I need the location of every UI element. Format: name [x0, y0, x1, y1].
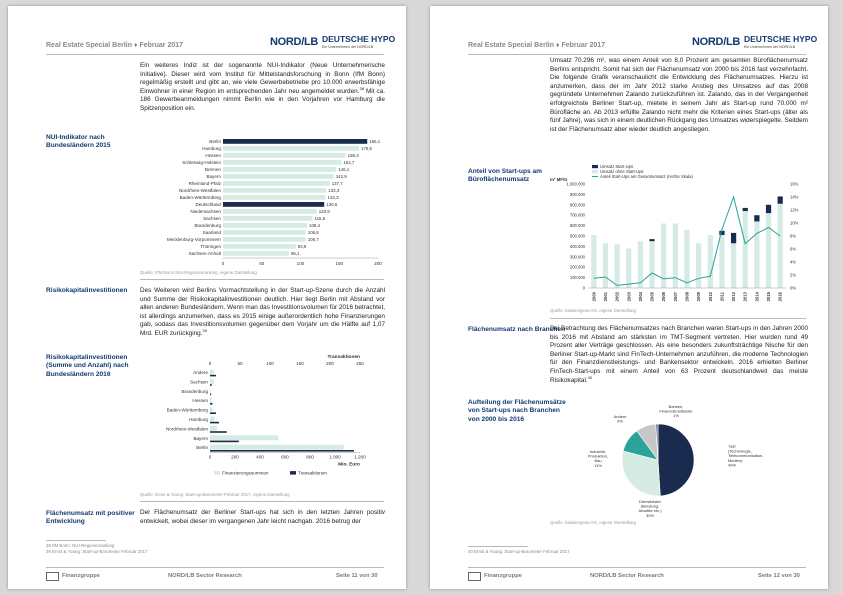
footnote-divider [468, 546, 528, 547]
risk-bar-sum [210, 426, 217, 431]
risk-paragraph: Des Weiteren wird Berlins Vormachtstellung in der Start-up-Szene durch die Anzahl und Summe der Risikokapitalinvestitionen deutlich. Hier liegt Berlin mit Abstand vor allen anderen Bundesländern. Wenn man das Investitionsvolumen für 2016 betrachtet, ist allerdings anzumerken, dass es 2015 einige außerordentlich hohe Finanzierungen gab, sodass das Investitionsvolumen gegenüber dem Vorjahr um die Hälfte auf 1,07 Mrd. EUR zurückging.$^{39}$ [140, 287, 386, 337]
nui-category-label: Bremen [204, 167, 221, 172]
pie-slice-label: 1% [673, 413, 679, 419]
nui-bar [223, 202, 324, 207]
risk-bar-sum [210, 435, 278, 440]
share-legend-swatch-startups [592, 165, 598, 168]
share-legend-label-share-line: Anteil Start-Ups am Gesamtumsatz (rechte Skala) [600, 174, 693, 179]
share-x-tick: 2000 [591, 292, 597, 302]
share-x-tick: 2015 [766, 292, 772, 302]
risk-legend-swatch-transactions [290, 471, 296, 475]
risk-bar-transactions [210, 431, 227, 433]
footer-divider [46, 567, 384, 568]
page-11 [8, 6, 406, 589]
risk-bar-transactions [210, 375, 216, 377]
share-bar-without-startups [649, 241, 654, 288]
risk-bar-transactions [210, 403, 212, 405]
nui-x-tick: 0 [221, 261, 225, 266]
nui-bar [223, 188, 326, 193]
risk-legend-label-sum: Finanzierungssummen [222, 470, 269, 476]
footer-center: NORD/LB Sector Research [168, 573, 242, 579]
nui-value-label: 106,8 [307, 230, 319, 235]
risk-x-tick: 1.000 [329, 454, 341, 460]
footer-divider [468, 567, 806, 568]
pie-slice-label: Produktion, [587, 453, 609, 459]
risk-bar-transactions [210, 422, 219, 424]
share-legend-label-startups: Umsatz Start-Ups [600, 164, 634, 169]
risk-category-label: Baden-Württemberg [166, 407, 208, 413]
nui-bar [223, 153, 346, 158]
share-y-tick: 300.000 [569, 254, 585, 260]
pie-slice [658, 424, 694, 496]
risk-bar-sum [210, 370, 214, 375]
share-y-tick: 500.000 [569, 233, 585, 239]
pie-slice-label: Finanzdienstleister [659, 408, 693, 414]
nui-bar-chart [138, 134, 390, 270]
share-x-tick: 2006 [661, 292, 667, 302]
nui-category-label: Thüringen [200, 244, 221, 249]
risk-bar-transactions [210, 450, 354, 452]
share-y2-tick: 2% [790, 272, 797, 278]
share-bar-without-startups [708, 235, 713, 288]
risk-bar-sum [210, 445, 344, 450]
risk-x-tick: 0 [208, 454, 212, 460]
nui-value-label: 115,5 [314, 216, 326, 221]
risk-x-tick: 600 [281, 454, 289, 460]
nui-category-label: Mecklenburg-Vorpommern [166, 237, 221, 242]
nui-category-label: Sachsen-Anhalt [188, 251, 221, 256]
nui-value-label: 106,7 [307, 237, 319, 242]
risk-x2-label: Transaktionen [327, 355, 360, 360]
pie-slice-label: Dienstleister [638, 499, 662, 504]
pie-slice-label: 9% [617, 418, 623, 424]
risk-category-label: Bayern [193, 435, 208, 441]
header-divider [46, 54, 384, 55]
share-x-tick: 2012 [731, 292, 737, 302]
risk-x-tick: 800 [306, 454, 314, 460]
header-divider [468, 54, 806, 55]
risk-category-label: Sachsen [190, 379, 208, 385]
pie-slice-label: (Technologie, [728, 448, 752, 454]
nui-bar [223, 181, 330, 186]
running-header: Real Estate Special Berlin ♦ Februar 2017 [468, 42, 606, 49]
nui-value-label: 132,3 [327, 195, 339, 200]
nui-value-label: 152,7 [343, 160, 355, 165]
logo-subtitle: Ein Unternehmen der NORD/LB [744, 45, 796, 49]
share-y2-tick: 14% [790, 194, 799, 200]
footer-page-number: Seite 12 von 30 [758, 573, 800, 579]
pie-slice-label: Bau [594, 458, 602, 464]
top-paragraph: Umsatz 70.296 m², was einem Anteil von 8,0 Prozent am gesamten Büroflächenumsatz Berlins entspricht. Somit hat sich der Flächenumsatz von 2000 bis 2016 fast verzehnfacht. Die folgende Grafik veranschaulicht die Entwicklung des Flächenumsatzes. Hierzu ist anzumerken, dass der im Jahr 2012 starke Anstieg des Umsatzes auf das 2008 gegründete Unternehmen Zalando zurückzuführen ist. Zalando, das in der Vergangenheit erfolgreichste Berliner Start-up, mietete in seinem Jahr als Start-up rund 70.000 m² Bürofläche an. Ab 2013 erfüllte Zalando nicht mehr die Kriterien eines Start-ups (älter als fünf Jahre), was sich in einem deutlichen Rückgang des Umsatzes widerspiegelte. Seitdem ist der Flächenumsatz aber wieder deutlich angestiegen. [550, 57, 808, 133]
risk-x2-tick: 100 [266, 361, 274, 366]
nui-value-label: 186,1 [369, 139, 381, 144]
share-bar-without-startups [626, 248, 631, 288]
share-source: Quelle: bulwiengesa AG, eigene Darstellung [550, 308, 636, 313]
share-bar-without-startups [719, 235, 724, 288]
share-y2-tick: 4% [790, 259, 797, 265]
share-x-tick: 2002 [614, 292, 620, 302]
footer-page-number: Seite 11 von 30 [336, 573, 378, 579]
deutsche-hypo-logo: DEUTSCHE HYPO [322, 34, 396, 44]
share-y2-tick: 6% [790, 246, 797, 252]
risk-category-label: Brandenburg [181, 388, 208, 394]
nui-category-label: Sachsen [203, 216, 221, 221]
share-bar-without-startups [614, 244, 619, 288]
nui-value-label: 85,1 [290, 251, 300, 256]
risk-bar-transactions [210, 394, 211, 396]
nui-source: Quelle: IFM Bonn NUI-Regionenranking, eigene Darstellung [140, 270, 257, 275]
nui-category-label: Nordrhein-Westfalen [178, 188, 221, 193]
footnote-38: 38 IfM Bonn: NUI-Regionenranking [46, 543, 115, 548]
share-bar-without-startups [696, 243, 701, 288]
divider [550, 318, 806, 319]
nui-bar [223, 223, 307, 228]
nui-value-label: 175,5 [361, 146, 373, 151]
pie-slice-label: 30% [645, 512, 655, 518]
footnote-40: 40 Ernst & Young: Start-up-Barometer Februar 2017 [468, 549, 570, 554]
pie-slice-label: 11% [594, 462, 602, 468]
share-bar-without-startups [591, 235, 596, 288]
nordlb-logo: NORD/LB [270, 36, 319, 48]
risk-x-label: Mio. Euro [338, 462, 360, 468]
share-bar-startups [649, 239, 654, 241]
nui-value-label: 108,4 [309, 223, 321, 228]
nui-bar [223, 167, 336, 172]
nordlb-logo: NORD/LB [692, 36, 741, 48]
risk-x2-tick: 0 [208, 361, 212, 366]
share-bar-startups [719, 231, 724, 235]
nui-category-label: Hamburg [202, 146, 221, 151]
share-bar-without-startups [778, 204, 783, 288]
flache-paragraph: Der Flächenumsatz der Berliner Start-ups hat sich in den letzten Jahren positiv entwickelt, wobei dieser im vergangenen Jahr leicht nachgab. 2016 betrug der [140, 509, 385, 525]
share-y2-tick: 10% [790, 220, 799, 226]
share-bar-line-chart [548, 164, 816, 307]
footer-brand: Finanzgruppe [484, 573, 522, 579]
branch-paragraph: Bei Betrachtung des Flächenumsatzes nach Branchen waren Start-ups in den Jahren 2000 bis 2016 mit Abstand am stärksten im TMT-Segment vertreten. Hier wurden rund 49 Prozent aller Verträge geschlossen. Als eine besonders zukunftsträchtige Nische für den Berliner Start-up-Markt sind FinTech-Unternehmen anzuführen, die moderne Technologien für den Finanzdienstleistungs- und Bankensektor entwickeln. 2016 erhielten Berliner FinTech-Start-ups mit einem Anteil von 63 Prozent deutschlandweit das meiste Risikokapital.$^{40}$ [550, 325, 808, 384]
share-bar-startups [731, 233, 736, 243]
risk-bar-transactions [210, 441, 239, 443]
nui-bar [223, 160, 341, 165]
risk-bar-chart [138, 352, 390, 490]
risk-x-tick: 400 [256, 454, 264, 460]
share-y2-tick: 12% [790, 207, 799, 213]
footer-center: NORD/LB Sector Research [590, 573, 664, 579]
risk-legend-label-transactions: Transaktionen [298, 470, 327, 476]
share-x-tick: 2008 [684, 292, 690, 302]
branch-section-title: Flächenumsatz nach Branchen [468, 326, 566, 333]
risk-x2-tick: 250 [356, 361, 364, 366]
share-x-tick: 2003 [626, 292, 632, 302]
nui-bar [223, 244, 296, 249]
nui-category-label: Berlin [209, 139, 221, 144]
share-x-tick: 2009 [696, 292, 702, 302]
risk-x2-tick: 50 [237, 361, 243, 366]
share-y-tick: 1.000.000 [566, 181, 585, 187]
share-x-tick: 2013 [742, 292, 748, 302]
footer-brand: Finanzgruppe [62, 573, 100, 579]
risk-chart-title: Risikokapitalinvestitionen (Summe und Anzahl) nach Bundesländern 2016 [46, 354, 129, 378]
share-chart-title: Anteil von Start-ups am Büroflächenumsatz [468, 168, 543, 184]
nui-value-label: 133,3 [328, 188, 340, 193]
share-bar-without-startups [603, 243, 608, 288]
nui-bar [223, 237, 306, 242]
nui-value-label: 130,6 [326, 202, 338, 207]
pie-chart-title: Aufteilung der Flächenumsätze von Start-ups nach Branchen von 2000 bis 2016 [468, 399, 566, 423]
running-header: Real Estate Special Berlin ♦ Februar 2017 [46, 42, 184, 49]
nui-bar [223, 209, 317, 214]
pie-slice-label: Anwälte etc.) [638, 508, 662, 514]
risk-bar-transactions [210, 384, 212, 386]
pie-slice-label: Industrie, [589, 449, 607, 454]
pie-slice-label: Andere [613, 414, 627, 419]
share-bar-startups [754, 215, 759, 221]
branch-pie-chart [580, 398, 780, 518]
nui-category-label: Bayern [206, 174, 221, 179]
share-x-tick: 2007 [672, 292, 678, 302]
intro-paragraph: Ein weiteres Indiz ist der sogenannte NUI-Indikator (Neue Unternehmerische Initiative). Dieser wird vom Institut für Mittelstandsforschung in Bonn (IfM Bonn) regelmäßig erstellt und gibt an, wie viele Gewerbebetriebe pro 10.000 erwerbsfähige Einwohner in einer Region im entsprechenden Jahr neu angemeldet wurden.$^{38}$ Mit ca. 186 Gewerbeanmeldungen nimmt Berlin wie in den Vorjahren vor Hamburg die Spitzenposition ein. [140, 62, 385, 112]
risk-bar-sum [210, 398, 212, 403]
nui-x-tick: 200 [374, 261, 382, 266]
nui-value-label: 142,9 [335, 174, 347, 179]
nui-category-label: Hessen [205, 153, 221, 158]
nui-chart-title: NUI-Indikator nach Bundesländern 2015 [46, 134, 111, 150]
pie-slice-label: TMT [728, 444, 737, 449]
risk-bar-sum [210, 379, 214, 384]
share-x-tick: 2010 [707, 292, 713, 302]
share-x-tick: 2011 [719, 292, 725, 302]
nui-category-label: Rheinland-Pfalz [188, 181, 221, 186]
nui-value-label: 93,9 [297, 244, 307, 249]
nui-value-label: 146,1 [338, 167, 350, 172]
share-y-tick: 600.000 [569, 223, 585, 229]
risk-category-label: Andere [193, 370, 208, 375]
share-y-tick: 700.000 [569, 212, 585, 218]
share-y-label: m² MF/G [550, 177, 568, 182]
nui-bar [223, 230, 306, 235]
logo-subtitle: Ein Unternehmen der NORD/LB [322, 45, 374, 49]
share-y-tick: 100.000 [569, 275, 585, 281]
nui-category-label: Brandenburg [194, 223, 221, 228]
risk-section-title: Risikokapitalinvestitionen [46, 287, 128, 294]
share-bar-without-startups [684, 230, 689, 288]
share-y-tick: 200.000 [569, 264, 585, 270]
share-y-tick: 400.000 [569, 243, 585, 249]
risk-category-label: Hessen [192, 398, 208, 404]
risk-x-tick: 1.200 [354, 454, 366, 460]
pie-slice-label: 49% [728, 462, 737, 468]
nui-x-tick: 50 [259, 261, 265, 266]
share-bar-without-startups [731, 243, 736, 288]
nui-bar [223, 174, 334, 179]
risk-bar-transactions [210, 412, 216, 414]
share-y2-tick: 8% [790, 233, 797, 239]
pie-source: Quelle: bulwiengesa AG, eigene Darstellung [550, 520, 636, 525]
nui-bar [223, 146, 359, 151]
pie-slice-label: (Beratung, [640, 503, 660, 509]
risk-source: Quelle: Ernst & Young: Start-up-Barometer Februar 2017, eigene Darstellung [140, 492, 290, 497]
share-legend-label-without-startups: Umsatz ohne Start-Ups [600, 169, 644, 174]
share-legend-swatch-without-startups [592, 170, 598, 173]
share-y2-tick: 0% [790, 285, 797, 291]
share-x-tick: 2001 [602, 292, 608, 302]
share-x-tick: 2005 [649, 292, 655, 302]
footnote-39: 39 Ernst & Young: Start-up-Barometer Februar 2017 [46, 549, 148, 554]
nui-value-label: 158,3 [347, 153, 359, 158]
share-x-tick: 2004 [637, 292, 643, 302]
nui-category-label: Niedersachsen [190, 209, 221, 214]
page-12 [430, 6, 828, 589]
divider [140, 501, 384, 502]
risk-category-label: Nordrhein-Westfalen [165, 426, 208, 432]
share-bar-without-startups [743, 211, 748, 288]
risk-category-label: Hamburg [189, 417, 208, 422]
divider [140, 279, 384, 280]
sparkasse-logo-icon [46, 572, 59, 581]
sparkasse-logo-icon [468, 572, 481, 581]
nui-category-label: Deutschland [195, 202, 221, 207]
risk-category-label: Berlin [196, 445, 208, 451]
nui-category-label: Saarland [202, 230, 221, 235]
pie-slice-label: Telekommunikation, [728, 453, 764, 459]
share-bar-without-startups [754, 221, 759, 288]
footnote-divider [46, 540, 106, 541]
risk-x-tick: 200 [231, 454, 239, 460]
risk-bar-sum [210, 388, 211, 393]
share-y-tick: 900.000 [569, 191, 585, 197]
nui-bar [223, 216, 313, 221]
risk-bar-sum [210, 417, 214, 422]
deutsche-hypo-logo: DEUTSCHE HYPO [744, 34, 818, 44]
nui-x-tick: 100 [296, 261, 305, 266]
nui-value-label: 137,7 [331, 181, 343, 186]
pie-slice-label: Banken, [668, 404, 684, 409]
nui-bar [223, 251, 289, 256]
pie-slice-label: Medien) [728, 457, 743, 463]
flache-section-title: Flächenumsatz mit positiver Entwicklung [46, 510, 135, 526]
risk-x2-tick: 150 [296, 361, 304, 366]
nui-category-label: Baden-Württemberg [179, 195, 221, 200]
share-x-tick: 2014 [754, 292, 760, 302]
risk-x2-tick: 200 [326, 361, 334, 366]
share-bar-without-startups [766, 213, 771, 288]
nui-category-label: Schleswig-Holstein [182, 160, 221, 165]
risk-legend-swatch-sum [214, 471, 220, 475]
share-y-tick: 800.000 [569, 202, 585, 208]
share-bar-startups [766, 205, 771, 213]
nui-bar [223, 139, 367, 144]
share-y2-tick: 16% [790, 181, 799, 187]
nui-x-tick: 150 [335, 261, 344, 266]
risk-bar-sum [210, 407, 213, 412]
share-y-tick: 0 [582, 285, 585, 291]
share-bar-startups [778, 196, 783, 203]
nui-value-label: 120,9 [318, 209, 330, 214]
share-x-tick: 2016 [777, 292, 783, 302]
share-bar-startups [743, 208, 748, 211]
nui-bar [223, 195, 326, 200]
